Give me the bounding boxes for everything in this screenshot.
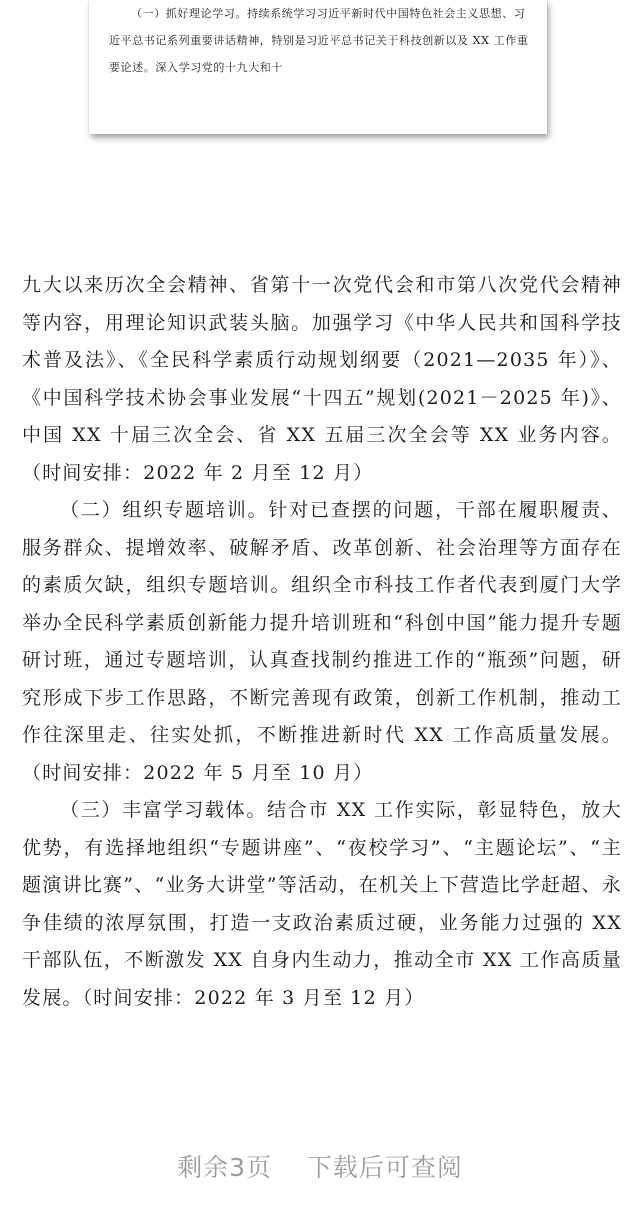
remaining-pages-label[interactable]: 剩余3页 xyxy=(177,1153,272,1182)
paragraph-continuation: 九大以来历次全会精神、省第十一次党代会和市第八次党代会精神等内容，用理论知识武装头脑。加强学习《中华人民共和国科学技术普及法》、《全民科学素质行动规划纲要（2021—2035 年）》、《中国科学技术协会事业发展“十四五”规划(2021－2025 年)》、中国 XX 十届三次全会、省 XX 五届三次全会等 XX 业务内容。（时间安排：2022 年 2 月至 12 月） xyxy=(22,274,622,484)
paragraph-special-training: （二）组织专题培训。针对已查摆的问题，干部在履职履责、服务群众、提增效率、破解矛盾、改革创新、社会治理等方面存在的素质欠缺，组织专题培训。组织全市科技工作者代表到厦门大学举办全民科学素质创新能力提升培训班和“科创中国”能力提升专题研讨班，通过专题培训，认真查找制约推进工作的“瓶颈”问题，研究形成下步工作思路，不断完善现有政策，创新工作机制，推动工作往深里走、往实处抓，不断推进新时代 XX 工作高质量发展。（时间安排：2022 年 5 月至 10 月） xyxy=(22,499,622,784)
previous-page-preview xyxy=(89,0,547,134)
download-prompt[interactable] xyxy=(0,1148,640,1184)
paragraph-learning-carriers: （三）丰富学习载体。结合市 XX 工作实际，彰显特色，放大优势，有选择地组织“专题讲座”、“夜校学习”、“主题论坛”、“主题演讲比赛”、“业务大讲堂”等活动，在机关上下营造比学赶超、永争佳绩的浓厚氛围，打造一支政治素质过硬，业务能力过强的 XX 干部队伍，不断激发 XX 自身内生动力，推动全市 XX 工作高质量发展。（时间安排：2022 年 3 月至 12 月） xyxy=(22,799,622,1009)
download-to-view-label[interactable]: 下载后可查阅 xyxy=(306,1153,463,1182)
document-page xyxy=(22,267,622,1017)
preview-paragraph: （一）抓好理论学习。持续系统学习习近平新时代中国特色社会主义思想、习近平总书记系列重要讲话精神，特别是习近平总书记关于科技创新以及 XX 工作重要论述。深入学习党的十九大和十 xyxy=(109,7,529,74)
